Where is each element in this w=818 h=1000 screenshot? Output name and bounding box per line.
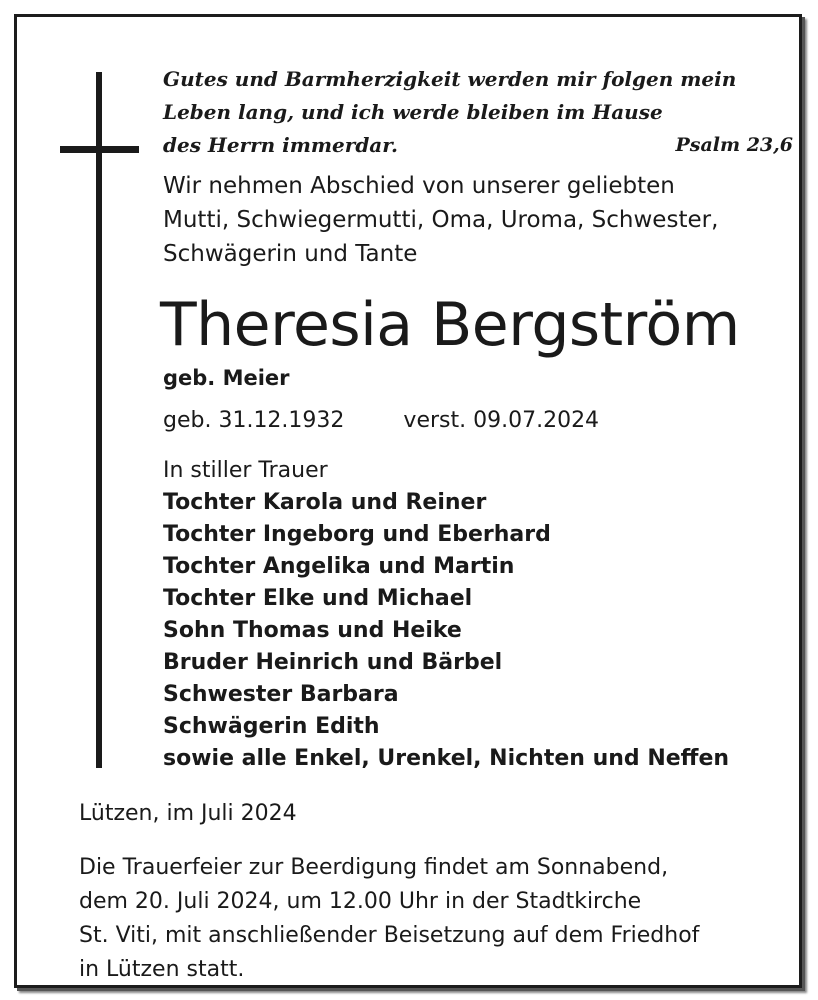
mourner-entry: Bruder Heinrich und Bärbel <box>163 650 503 675</box>
life-dates <box>163 408 599 433</box>
death-date: verst. 09.07.2024 <box>403 408 600 433</box>
mourner-entry: Tochter Ingeborg und Eberhard <box>163 522 551 547</box>
psalm-line: Gutes und Barmherzigkeit werden mir folgen mein <box>163 67 737 91</box>
note-line: dem 20. Juli 2024, um 12.00 Uhr in der Stadtkirche <box>79 889 642 914</box>
mourner-entry: Schwägerin Edith <box>163 714 380 739</box>
intro-line: Mutti, Schwiegermutti, Oma, Uroma, Schwester, <box>163 207 719 233</box>
place-date: Lützen, im Juli 2024 <box>79 801 297 826</box>
psalm-line: Leben lang, und ich werde bleiben im Hause <box>163 100 663 124</box>
maiden-name: geb. Meier <box>163 366 290 390</box>
psalm-quote <box>163 63 793 162</box>
obituary-frame <box>14 14 802 988</box>
mourner-entry: Tochter Angelika und Martin <box>163 554 515 579</box>
intro-line: Schwägerin und Tante <box>163 241 418 267</box>
mourner-entry: Tochter Elke und Michael <box>163 586 473 611</box>
intro-line: Wir nehmen Abschied von unserer geliebten <box>163 173 675 199</box>
mourner-entry: sowie alle Enkel, Urenkel, Nichten und Neffen <box>163 746 730 771</box>
deceased-name: Theresia Bergström <box>160 290 740 360</box>
farewell-intro <box>163 169 803 271</box>
note-line: St. Viti, mit anschließender Beisetzung auf dem Friedhof <box>79 923 700 948</box>
psalm-line: des Herrn immerdar. <box>163 133 398 157</box>
cross-icon-bar <box>60 146 139 153</box>
note-line: Die Trauerfeier zur Beerdigung findet am Sonnabend, <box>79 855 669 880</box>
psalm-reference: Psalm 23,6 <box>675 134 793 156</box>
mourner-entry: Sohn Thomas und Heike <box>163 618 462 643</box>
funeral-note <box>79 851 799 987</box>
birth-date: geb. 31.12.1932 <box>163 408 345 433</box>
note-line: in Lützen statt. <box>79 957 245 982</box>
cross-icon <box>96 72 102 768</box>
mourner-entry: Schwester Barbara <box>163 682 399 707</box>
mourners-block <box>163 455 729 775</box>
mourner-entry: Tochter Karola und Reiner <box>163 490 487 515</box>
mourners-lead: In stiller Trauer <box>163 458 328 483</box>
